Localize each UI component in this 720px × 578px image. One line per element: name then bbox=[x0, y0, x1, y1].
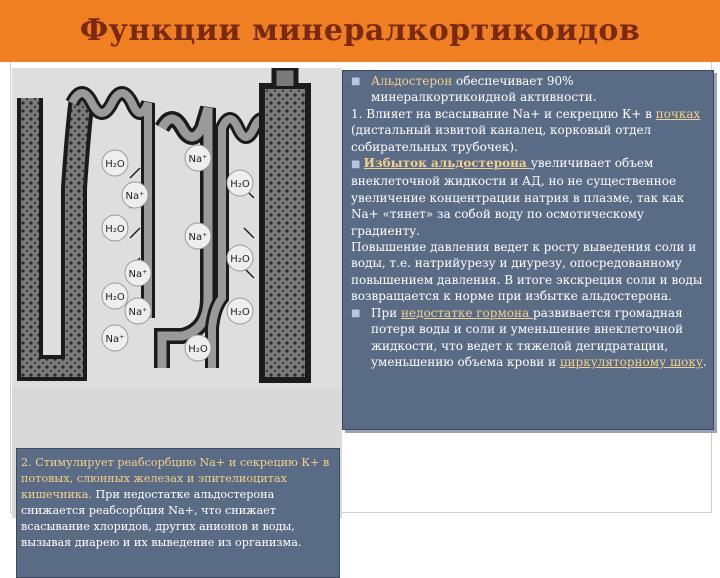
ion-label: Na⁺ bbox=[188, 154, 208, 165]
ion-label: Na⁺ bbox=[105, 334, 125, 345]
ion-labels bbox=[12, 68, 342, 388]
bullet-icon: ■ bbox=[351, 76, 361, 87]
aldosterone-term: Альдостерон bbox=[371, 74, 453, 88]
ion-bubble bbox=[102, 215, 128, 241]
ion-bubble bbox=[227, 298, 253, 324]
caption-highlight: 2. Стимулирует реабсорбцию Na+ и секрецию К+ в потовых, слюнных железах и эпителиоцитах кишечника. bbox=[21, 456, 330, 501]
caption-box bbox=[16, 448, 340, 578]
ion-bubble bbox=[185, 145, 211, 171]
ion-label: H₂O bbox=[230, 307, 250, 318]
main-text-panel bbox=[342, 70, 714, 430]
slide-title: Функции минералкортикоидов bbox=[79, 13, 641, 48]
excess-paragraph bbox=[351, 155, 707, 239]
ion-bubble bbox=[125, 260, 151, 286]
ion-bubble bbox=[185, 335, 211, 361]
ion-label: Na⁺ bbox=[128, 269, 148, 280]
shock-term: циркуляторному шоку bbox=[559, 354, 703, 369]
deficiency-text-a: При bbox=[371, 305, 401, 320]
ion-bubble bbox=[227, 245, 253, 271]
ion-bubble bbox=[185, 223, 211, 249]
deficiency-text-b: развивается громадная потеря воды и соли и уменьшение внеклеточной жидкости, что ведет к тяжелой дегидратации, уменьшению объема крови и bbox=[371, 305, 684, 369]
ion-bubble bbox=[102, 150, 128, 176]
ion-label: H₂O bbox=[105, 159, 125, 170]
excess-text: увеличивает объем внеклеточной жидкости и АД, но не существенное увеличение концентрации натрия в плазме, так как Na+ «тянет» за собой воду по осмотическому градиенту. bbox=[351, 156, 685, 238]
bullet-deficiency bbox=[351, 305, 707, 371]
ion-label: H₂O bbox=[105, 224, 125, 235]
ion-label: Na⁺ bbox=[128, 307, 148, 318]
caption-text: При недостатке альдостерона снижается реабсорбция Na+, что снижает всасывание хлоридов, других анионов и воды, вызывая диарею и их выведение из организма. bbox=[21, 488, 302, 549]
ion-bubble bbox=[102, 283, 128, 309]
ion-label: Na⁺ bbox=[188, 232, 208, 243]
bullet-aldosterone bbox=[351, 73, 707, 106]
kidney-text-a: 1. Влияет на всасывание Na+ и секрецию К+ в bbox=[351, 106, 656, 121]
ion-bubble bbox=[227, 170, 253, 196]
deficiency-text-c: . bbox=[702, 354, 707, 369]
excess-term: Избыток альдостерона bbox=[363, 156, 531, 171]
ion-bubble bbox=[125, 298, 151, 324]
ion-label: H₂O bbox=[105, 292, 125, 303]
ion-label: H₂O bbox=[230, 179, 250, 190]
ion-label: H₂O bbox=[230, 254, 250, 265]
deficiency-term: недостатке гормона bbox=[400, 305, 533, 320]
nephron-illustration bbox=[12, 68, 342, 549]
ion-bubble bbox=[122, 182, 148, 208]
ion-label: H₂O bbox=[188, 344, 208, 355]
bullet-aldosterone-text: обеспечивает 90% минералкортикоидной активности. bbox=[371, 74, 597, 105]
bullet-icon: ■ bbox=[351, 159, 364, 171]
kidney-term: почках bbox=[655, 106, 701, 121]
pressure-paragraph: Повышение давления ведет к росту выведения соли и воды, т.е. натрийурезу и диурезу, опосредованному повышением давления. В итоге экскреция соли и воды возвращается к норме при избытке альдостерона. bbox=[351, 240, 703, 304]
kidney-paragraph bbox=[351, 106, 707, 155]
ion-bubble bbox=[102, 325, 128, 351]
ion-label: Na⁺ bbox=[125, 191, 145, 202]
bullet-icon: ■ bbox=[351, 307, 361, 319]
kidney-text-b: (дистальный извитой каналец, корковый отдел собирательных трубочек). bbox=[351, 123, 652, 154]
